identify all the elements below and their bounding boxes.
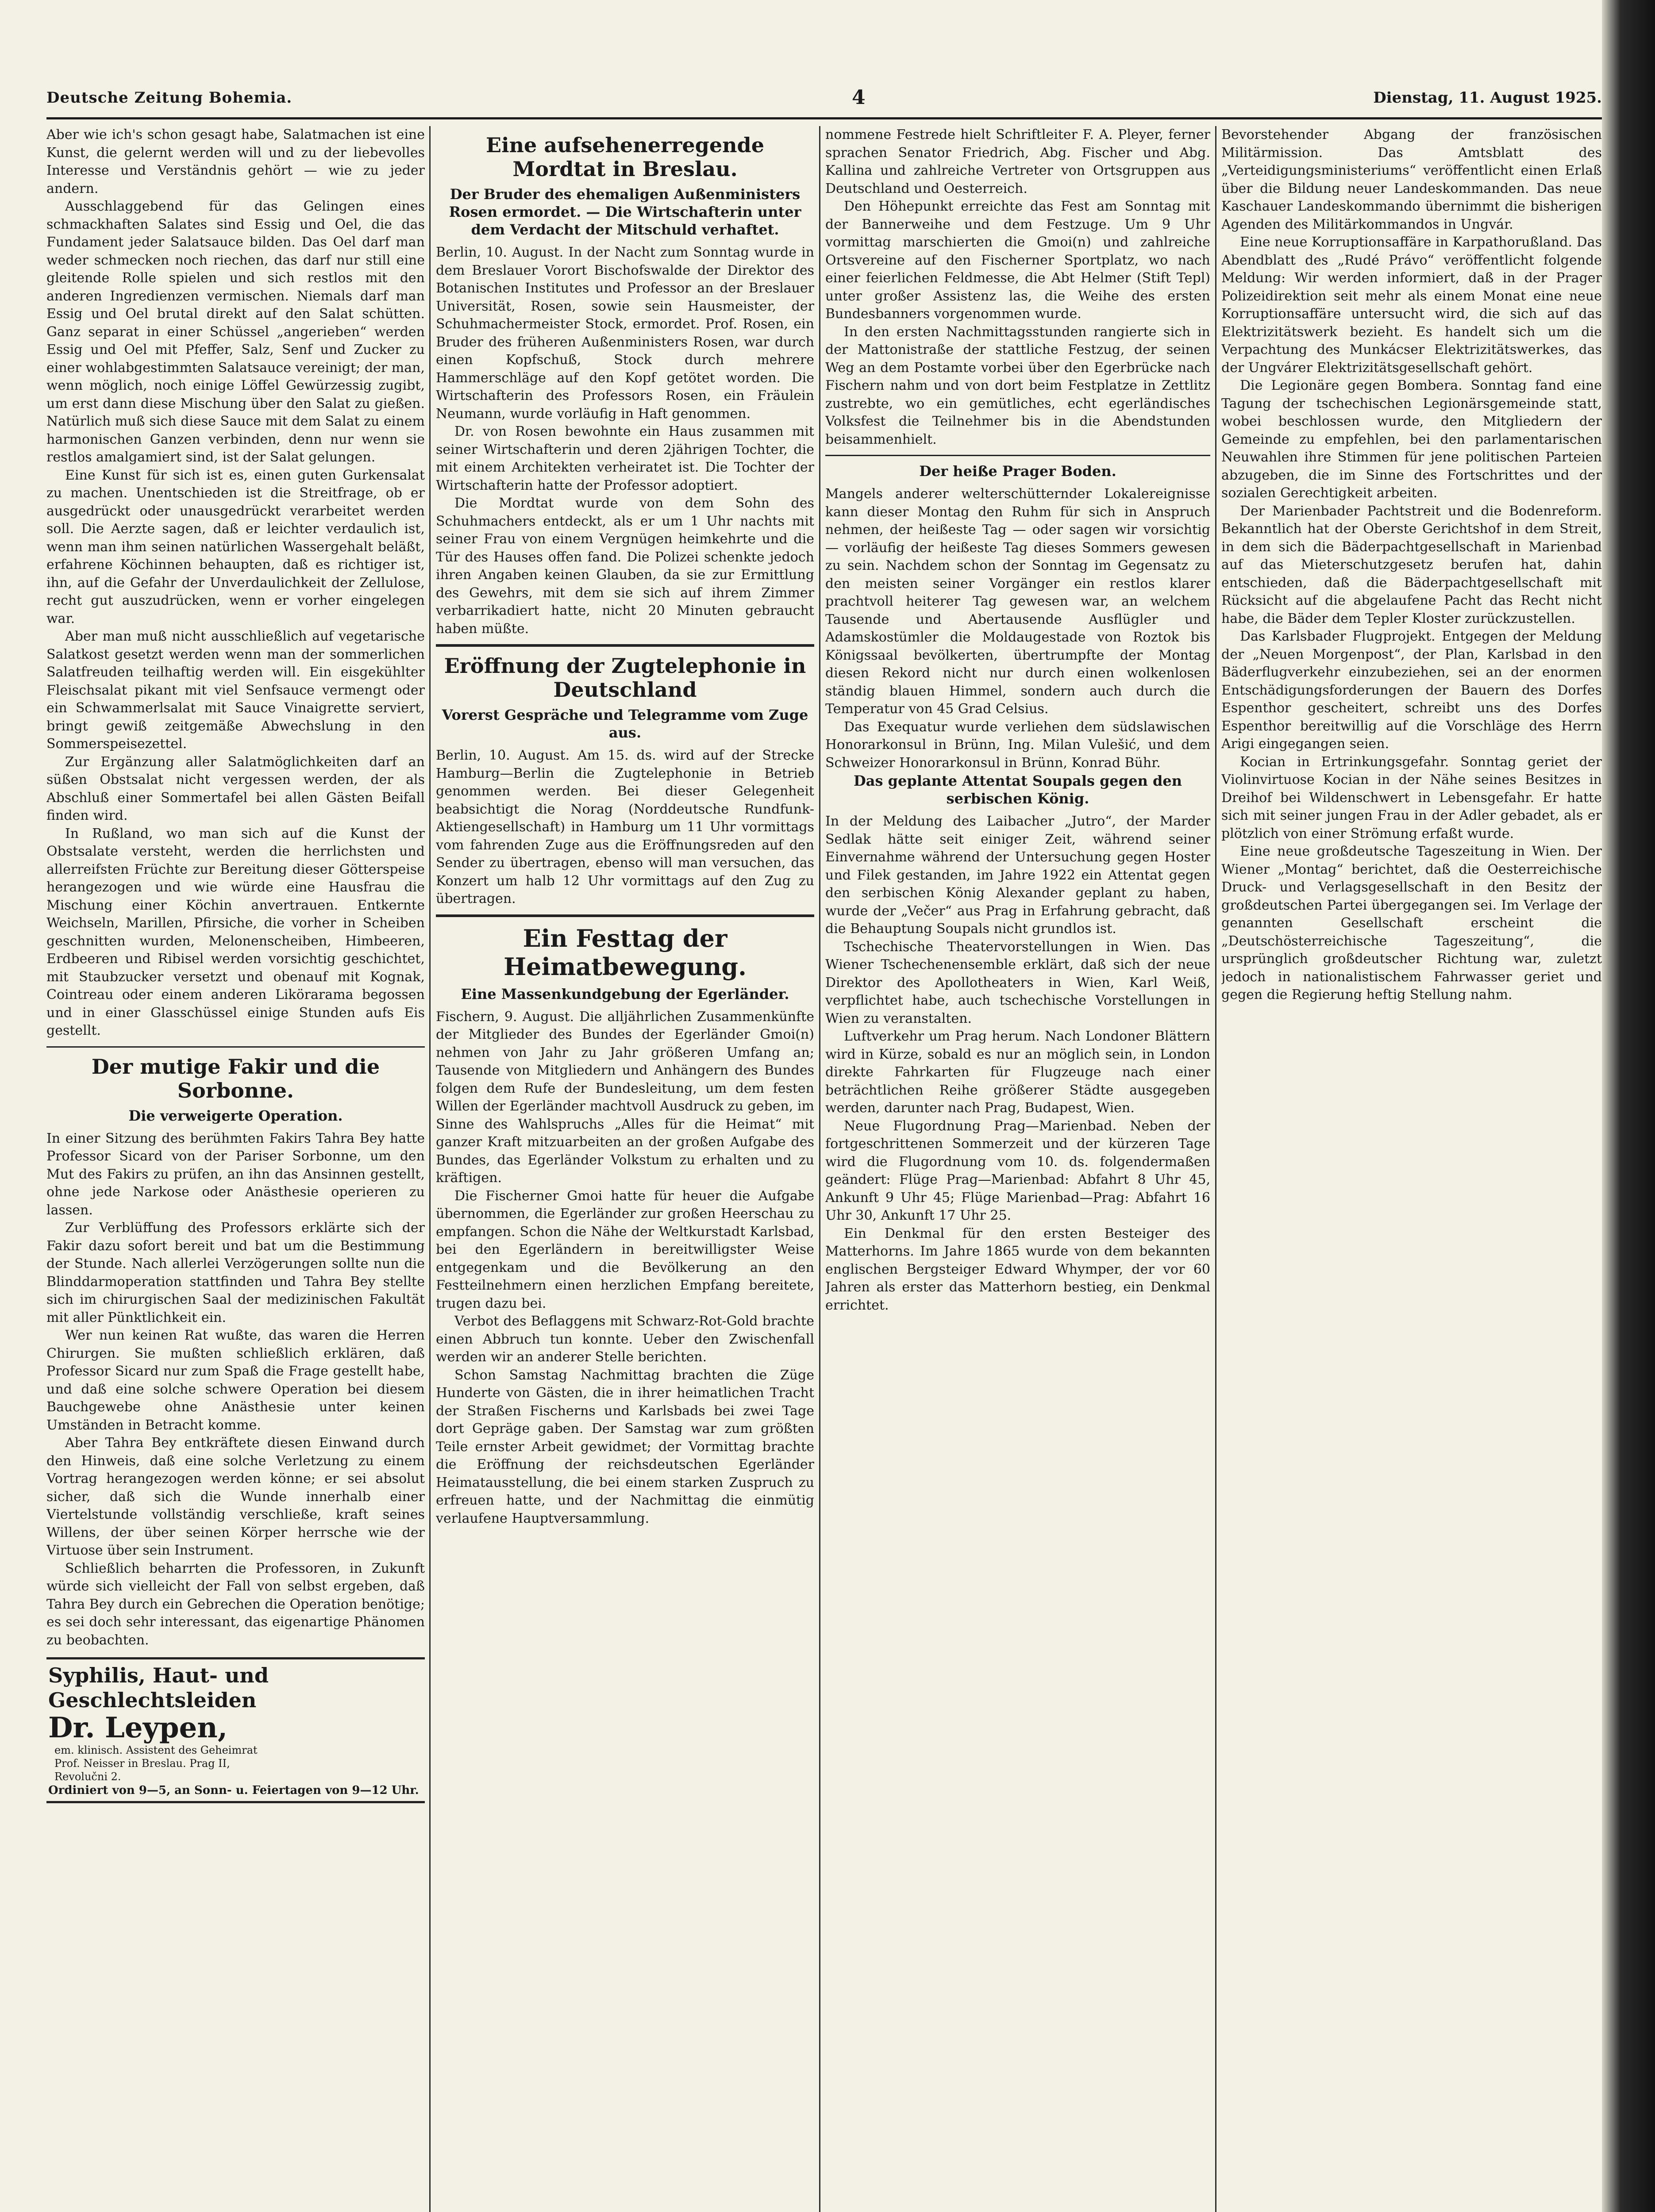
article-paragraph: Verbot des Beflaggens mit Schwarz-Rot-Gold brachte einen Abbruch tun konnte. Ueber den Zwischenfall werden wir an anderer Stelle berichten. bbox=[436, 1313, 814, 1365]
article-paragraph: Bevorstehender Abgang der französischen Militärmission. Das Amtsblatt des „Verteidigungsministeriums“ veröffentlicht einen Erlaß über die Bildung neuer Landeskommanden. Das neue Kaschauer Landeskommando übernimmt die bisherigen Agenden des Militärkommandos in Ungvár. bbox=[1221, 127, 1602, 232]
article-paragraph: In den ersten Nachmittagsstunden rangierte sich in der Mattonistraße der stattliche Festzug, der seinen Weg an dem Postamte vorbei über den Egerbrücke nach Fischern nahm und von dort beim Festplatze in Zettlitz zustrebte, wo ein gemütliches, echt egerländisches Volksfest die Teilnehmer bis in die Abendstunden beisammenhielt. bbox=[825, 324, 1210, 447]
page-number: 4 bbox=[852, 86, 866, 109]
article-headline: Das geplante Attentat Soupals gegen den serbischen König. bbox=[853, 772, 1182, 807]
ad-title: Syphilis, Haut- und Geschlechtsleiden bbox=[48, 1663, 269, 1712]
article-paragraph: Schon Samstag Nachmittag brachten die Züge Hunderte von Gästen, die in ihrer heimatlichen Tracht der Straßen Fischerns und Karlsbads bei zwei Tage dort Gepräge gaben. Der Samstag war zum größten Teile ernster Arbeit gewidmet; der Vormittag brachte die Eröffnung der reichsdeutschen Egerländer Heimatausstellung, die bei einem starken Zuspruch zu erfreuen hatte, und der Nachmittag die einmütig verlaufene Hauptversammlung. bbox=[436, 1367, 814, 1526]
article-paragraph: Die Fischerner Gmoi hatte für heuer die Aufgabe übernommen, die Egerländer zur großen Heerschau zu empfangen. Schon die Nähe der Weltkurstadt Karlsbad, bei den Egerländern in bereitwilligster Weise entgegenkam und die Bevölkerung an den Festteilnehmern einen herzlichen Empfang bereitete, trugen dazu bei. bbox=[436, 1188, 814, 1311]
article-paragraph: Ein Denkmal für den ersten Besteiger des Matterhorns. Im Jahre 1865 wurde von dem bekannten englischen Bergsteiger Edward Whymper, der vor 60 Jahren als erster das Matterhorn bestieg, ein Denkmal errichtet. bbox=[825, 1225, 1210, 1313]
article-paragraph: Eine neue Korruptionsaffäre in Karpathorußland. Das Abendblatt des „Rudé Právo“ veröffentlicht folgende Meldung: Wir werden informiert, daß in der Prager Polizeidirektion seit mehr als einem Monat eine neue Korruptionsaffäre untersucht wird, die sich auf das Elektrizitätswerk bezieht. Es handelt sich um die Verpachtung des Munkácser Elektrizitätswerkes, das der Ungvárer Elektrizitätsgesellschaft gehört. bbox=[1221, 234, 1602, 376]
header-rule bbox=[46, 117, 1602, 119]
ad-hours: Ordiniert von 9—5, an Sonn- u. Feiertagen von 9—12 Uhr. bbox=[48, 1784, 419, 1797]
column-divider bbox=[429, 126, 431, 2212]
article-paragraph: Mangels anderer welterschütternder Lokalereignisse kann dieser Montag den Ruhm für sich in Anspruch nehmen, der heißeste Tag — oder sagen wir vorsichtig — vorläufig der heißeste Tag dieses Sommers gewesen zu sein. Nachdem schon der Sonntag im Gegensatz zu den meisten seiner Vorgänger ein restlos klarer prachtvoll heiterer Tag gewesen war, an welchem Tausende und Abertausende Ausflügler und Adamskostümler die Moldaugestade von Roztok bis Königssaal bevölkerten, übertrumpfte der Montag diesen Rekord nicht nur durch einen wolkenlosen ständig blauen Himmel, sondern auch durch die Temperatur von 45 Grad Celsius. bbox=[825, 486, 1210, 717]
masthead-title: Deutsche Zeitung Bohemia. bbox=[46, 89, 293, 107]
article-paragraph: Das Karlsbader Flugprojekt. Entgegen der Meldung der „Neuen Morgenpost“, der Plan, Karlsbad in den Bäderflugverkehr einzubeziehen, sei an der enormen Entschädigungsforderungen der Bauern des Dorfes Espenthor gescheitert, schreibt uns des Dorfes Espenthor bereitwillig auf die Vorschläge des Herrn Arigi eingegangen seien. bbox=[1221, 629, 1602, 752]
article-headline: Der mutige Fakir und die Sorbonne. bbox=[91, 1054, 380, 1102]
article-headline: Ein Festtag der Heimatbewegung. bbox=[504, 924, 747, 981]
article-paragraph: Dr. von Rosen bewohnte ein Haus zusammen mit seiner Wirtschafterin und deren 2jährigen Tochter, die mit einem Architekten verheiratet ist. Die Tochter der Wirtschafterin hatte der Professor adoptiert. bbox=[436, 424, 814, 493]
article-paragraph: Die Legionäre gegen Bombera. Sonntag fand eine Tagung der tschechischen Legionärsgemeinde statt, wobei beschlossen wurde, den Mitgliedern der Gemeinde zu empfehlen, bei den parlamentarischen Neuwahlen ihre Stimmen für jene politischen Parteien abzugeben, die im Sinne des Fortschrittes und der sozialen Gerechtigkeit arbeiten. bbox=[1221, 378, 1602, 501]
article-paragraph: Neue Flugordnung Prag—Marienbad. Neben der fortgeschrittenen Sommerzeit und der kürzeren Tage wird die Flugordnung vom 10. ds. folgendermaßen geändert: Flüge Prag—Marienbad: Abfahrt 8 Uhr 45, Ankunft 9 Uhr 45; Flüge Marienbad—Prag: Abfahrt 16 Uhr 30, Ankunft 17 Uhr 25. bbox=[825, 1118, 1210, 1223]
article-paragraph: Der Marienbader Pachtstreit und die Bodenreform. Bekanntlich hat der Oberste Gerichtshof in dem Streit, in dem sich die Bäderpachtgesellschaft in Marienbad auf das Mieterschutzgesetz berufen hat, dahin entschieden, daß die Bäderpachtgesellschaft mit Rücksicht auf die abgelaufene Pacht das Recht nicht habe, die Bäder dem Tepler Kloster zurückzustellen. bbox=[1221, 503, 1602, 626]
issue-date: Dienstag, 11. August 1925. bbox=[1373, 89, 1602, 107]
article-paragraph: Wer nun keinen Rat wußte, das waren die Herren Chirurgen. Sie mußten schließlich erklären, daß Professor Sicard nur zum Spaß die Frage gestellt habe, und daß eine solche schwere Operation bei diesem Bauchgewebe ohne Anästhesie unter keinen Umständen in Betracht komme. bbox=[46, 1328, 425, 1433]
article-paragraph: Kocian in Ertrinkungsgefahr. Sonntag geriet der Violinvirtuose Kocian in der Nähe seines Besitzes in Dreihof bei Wildenschwert in Lebensgefahr. Er hatte sich mit seiner jungen Frau in der Adler gebadet, als er plötzlich von einer Strömung erfaßt wurde. bbox=[1221, 754, 1602, 841]
column-3 bbox=[825, 126, 1210, 2212]
article-paragraph: Aber man muß nicht ausschließlich auf vegetarische Salatkost gesetzt werden wenn man der sommerlichen Salatfreuden teilhaftig werden will. Ein eisgekühlter Fleischsalat pikant mit viel Senfsauce vermengt oder ein Schwammerlsalat mit Sauce Vinaigrette serviert, bringt gewiß zeitgemäße Abwechslung in den Sommerspeisezettel. bbox=[46, 629, 425, 752]
article-headline: Eröffnung der Zugtelephonie in Deutschland bbox=[444, 654, 806, 702]
ad-address: em. klinisch. Assistent des Geheimrat Prof. Neisser in Breslau. Prag II, Revolučni 2. bbox=[54, 1744, 258, 1783]
article-paragraph: nommene Festrede hielt Schriftleiter F. A. Pleyer, ferner sprachen Senator Friedrich, Abg. Fischer und Abg. Kallina und zahlreiche Vertreter von Ortsgruppen aus Deutschland und Oesterreich. bbox=[825, 127, 1210, 196]
column-1 bbox=[46, 126, 425, 2212]
page-header bbox=[46, 86, 1602, 117]
article-subheadline: Der Bruder des ehemaligen Außenministers Rosen ermordet. — Die Wirtschafterin unter dem Verdacht der Mitschuld verhaftet. bbox=[449, 186, 801, 238]
article-divider bbox=[436, 914, 814, 917]
article-paragraph: Luftverkehr um Prag herum. Nach Londoner Blättern wird in Kürze, sobald es nur an möglich sein, in London direkte Fahrkarten für Flugzeuge nach einer beträchtlichen Reihe größerer Städte ausgegeben werden, darunter nach Prag, Budapest, Wien. bbox=[825, 1029, 1210, 1116]
article-paragraph: Den Höhepunkt erreichte das Fest am Sonntag mit der Bannerweihe und dem Festzuge. Um 9 Uhr vormittag marschierten die Gmoi(n) und zahlreiche Ortsvereine auf den Fischerner Sportplatz, wo nach einer feierlichen Feldmesse, die Abt Helmer (Stift Tepl) unter großer Assistenz las, die Weihe des ersten Bundesbanners vorgenommen wurde. bbox=[825, 199, 1210, 322]
column-divider bbox=[1215, 126, 1216, 2212]
article-paragraph: Ausschlaggebend für das Gelingen eines schmackhaften Salates sind Essig und Oel, die das Fundament jeder Salatsauce bilden. Das Oel darf man weder schmecken noch riechen, das darf nur still eine gleitende Rolle spielen und sich restlos mit den anderen Ingredienzen vermischen. Niemals darf man Essig und Oel brutal direkt auf den Salat schütten. Ganz separat in einer Schüssel „angerieben“ werden Essig und Oel mit Pfeffer, Salz, Senf und Zucker zu einer wohlabgestimmten Salatsauce vereinigt; der man, wenn möglich, noch einige Löffel Gewürzessig zugibt, um erst dann diese Mischung über den Salat zu gießen. Natürlich muß sich diese Sauce mit dem Salat zu einem harmonischen Ganzen verbinden, denn nur wenn sie restlos amalgamiert sind, ist der Salat gelungen. bbox=[46, 199, 425, 465]
article-paragraph: In einer Sitzung des berühmten Fakirs Tahra Bey hatte Professor Sicard von der Pariser Sorbonne, um den Mut des Fakirs zu prüfen, an ihn das Ansinnen gestellt, ohne jede Narkose oder Anästhesie operieren zu lassen. bbox=[46, 1130, 425, 1218]
article-subheadline: Die verweigerte Operation. bbox=[128, 1107, 343, 1124]
column-4 bbox=[1221, 126, 1602, 2212]
article-paragraph: Aber Tahra Bey entkräftete diesen Einwand durch den Hinweis, daß eine solche Verletzung zu einem Vortrag herangezogen werden könne; er sei absolut sicher, daß sich die Wunde innerhalb einer Viertelstunde vollständig verschließe, kraft seines Willens, der über seinen Körper herrsche wie der Virtuose über sein Instrument. bbox=[46, 1435, 425, 1558]
article-paragraph: Berlin, 10. August. In der Nacht zum Sonntag wurde in dem Breslauer Vorort Bischofswalde der Direktor des Botanischen Institutes und Professor an der Breslauer Universität, Rosen, sowie sein Hausmeister, der Schuhmachermeister Stock, ermordet. Prof. Rosen, ein Bruder des früheren Außenministers Rosen, war durch einen Kopfschuß, Stock durch mehrere Hammerschläge auf den Kopf getötet worden. Die Wirtschafterin des Professors Rosen, ein Fräulein Neumann, wurde vorläufig in Haft genommen. bbox=[436, 245, 814, 422]
article-paragraph: In der Meldung des Laibacher „Jutro“, der Marder Sedlak hätte seit einiger Zeit, während seiner Einvernahme während der Untersuchung gegen Hoster und Filek gestanden, im Jahre 1922 ein Attentat gegen den serbischen König Alexander geplant zu haben, wurde der „Večer“ aus Prag in Erfahrung gebracht, daß die Behauptung Soupals nicht grundlos ist. bbox=[825, 814, 1210, 937]
article-divider bbox=[46, 1046, 425, 1048]
article-paragraph: Aber wie ich's schon gesagt habe, Salatmachen ist eine Kunst, die gelernt werden will und zu der liebevolles Interesse und Verständnis gehört — wie zu jeder andern. bbox=[46, 127, 425, 196]
article-headline: Der heiße Prager Boden. bbox=[919, 463, 1116, 480]
scan-edge bbox=[1602, 0, 1655, 2212]
article-paragraph: Zur Verblüffung des Professors erklärte sich der Fakir dazu sofort bereit und bat um die Bestimmung der Stunde. Nach allerlei Verzögerungen sollte nun die Blinddarmoperation stattfinden und Tahra Bey stellte sich im chirurgischen Saal der medizinischen Fakultät mit aller Pünktlichkeit ein. bbox=[46, 1220, 425, 1325]
article-paragraph: Zur Ergänzung aller Salatmöglichkeiten darf an süßen Obstsalat nicht vergessen werden, der als Abschluß einer Sommertafel bei allen Gästen Beifall finden wird. bbox=[46, 754, 425, 823]
article-headline: Eine aufsehenerregende Mordtat in Breslau. bbox=[486, 133, 764, 181]
article-subheadline: Eine Massenkundgebung der Egerländer. bbox=[461, 985, 789, 1002]
article-paragraph: Eine neue großdeutsche Tageszeitung in Wien. Der Wiener „Montag“ berichtet, daß die Oesterreichische Druck- und Verlagsgesellschaft in den Besitz der großdeutschen Partei übergegangen sei. Im Verlage der genannten Gesellschaft erscheint die „Deutschösterreichische Tageszeitung“, die ursprünglich großdeutscher Richtung war, zuletzt jedoch in nationalistischem Fahrwasser geriet und gegen die Regierung heftig Stellung nahm. bbox=[1221, 844, 1602, 1002]
article-paragraph: Fischern, 9. August. Die alljährlichen Zusammenkünfte der Mitglieder des Bundes der Egerländer Gmoi(n) nehmen von Jahr zu Jahr größeren Umfang an; Tausende von Mitgliedern und Anhängern des Bundes folgen dem Rufe der Bundesleitung, um dem festen Willen der Egerländer machtvoll Ausdruck zu geben, im Sinne des Wahlspruchs „Alles für die Heimat“ mit ganzer Kraft mitzuarbeiten an der großen Aufgabe des Bundes, das Egerländer Volkstum zu erhalten und zu kräftigen. bbox=[436, 1009, 814, 1186]
article-divider bbox=[436, 644, 814, 647]
article-paragraph: Berlin, 10. August. Am 15. ds. wird auf der Strecke Hamburg—Berlin die Zugtelephonie in Betrieb genommen werden. Bei dieser Gelegenheit beabsichtigt die Norag (Norddeutsche Rundfunk-Aktiengesellschaft) in Hamburg um 11 Uhr vormittags vom fahrenden Zuge aus die Eröffnungsreden auf den Sender zu übertragen, ebenso will man versuchen, das Konzert um halb 12 Uhr vormittags auf den Zug zu übertragen. bbox=[436, 748, 814, 906]
article-paragraph: In Rußland, wo man sich auf die Kunst der Obstsalate versteht, werden die herrlichsten und allerreifsten Früchte zur Bereitung dieser Götterspeise herangezogen und wie würde eine Hausfrau die Mischung einer Köchin anvertrauen. Entkernte Weichseln, Marillen, Pfirsiche, die vorher in Scheiben geschnitten wurden, Melonenscheiben, Himbeeren, Erdbeeren und Ribisel werden vorsichtig geschichtet, mit Staubzucker versetzt und obenauf mit Kognak, Cointreau oder einem anderen Likörarama begossen und in einer Glasschüssel einige Stunden aufs Eis gestellt. bbox=[46, 826, 425, 1038]
article-paragraph: Schließlich beharrten die Professoren, in Zukunft würde sich vielleicht der Fall von selbst ergeben, daß Tahra Bey durch ein Gebrechen die Operation benötige; es sei doch sehr interessant, das eigenartige Phänomen zu beobachten. bbox=[46, 1560, 425, 1648]
article-paragraph: Eine Kunst für sich ist es, einen guten Gurkensalat zu machen. Unentschieden ist die Streitfrage, ob er ausgedrückt oder unausgedrückt verarbeitet werden soll. Die Aerzte sagen, daß er leichter verdaulich ist, wenn man ihm seinen natürlichen Wassergehalt beläßt, erfahrene Köchinnen behaupten, daß es richtiger ist, ihn, auf die Gefahr der Unverdaulichkeit der Zellulose, recht gut auszudrücken, wenn er vorher eingelegen war. bbox=[46, 467, 425, 626]
article-divider bbox=[825, 455, 1210, 456]
column-2 bbox=[436, 126, 814, 2212]
article-paragraph: Tschechische Theatervorstellungen in Wien. Das Wiener Tschechenensemble erklärt, daß sich der neue Direktor des Apollotheaters in Wien, Karl Weiß, verpflichtet habe, auch tschechische Vorstellungen in Wien zu veranstalten. bbox=[825, 939, 1210, 1026]
article-paragraph: Die Mordtat wurde von dem Sohn des Schuhmachers entdeckt, als er um 1 Uhr nachts mit seiner Frau von einem Vergnügen heimkehrte und die Tür des Hauses offen fand. Die Polizei schenkte jedoch ihren Angaben keinen Glauben, da sie zur Ermittlung des Gewehrs, mit dem sie sich auf ihrem Zimmer verbarrikadiert hatte, nicht 20 Minuten gebraucht haben müßte. bbox=[436, 495, 814, 637]
article-subheadline: Vorerst Gespräche und Telegramme vom Zuge aus. bbox=[442, 707, 808, 741]
advertisement bbox=[46, 1657, 425, 1803]
article-paragraph: Das Exequatur wurde verliehen dem südslawischen Honorarkonsul in Brünn, Ing. Milan Vulešić, und dem Schweizer Honorarkonsul in Brünn, Konrad Bühr. bbox=[825, 719, 1210, 771]
column-divider bbox=[819, 126, 820, 2212]
ad-doctor-name: Dr. Leypen, bbox=[48, 1711, 228, 1744]
